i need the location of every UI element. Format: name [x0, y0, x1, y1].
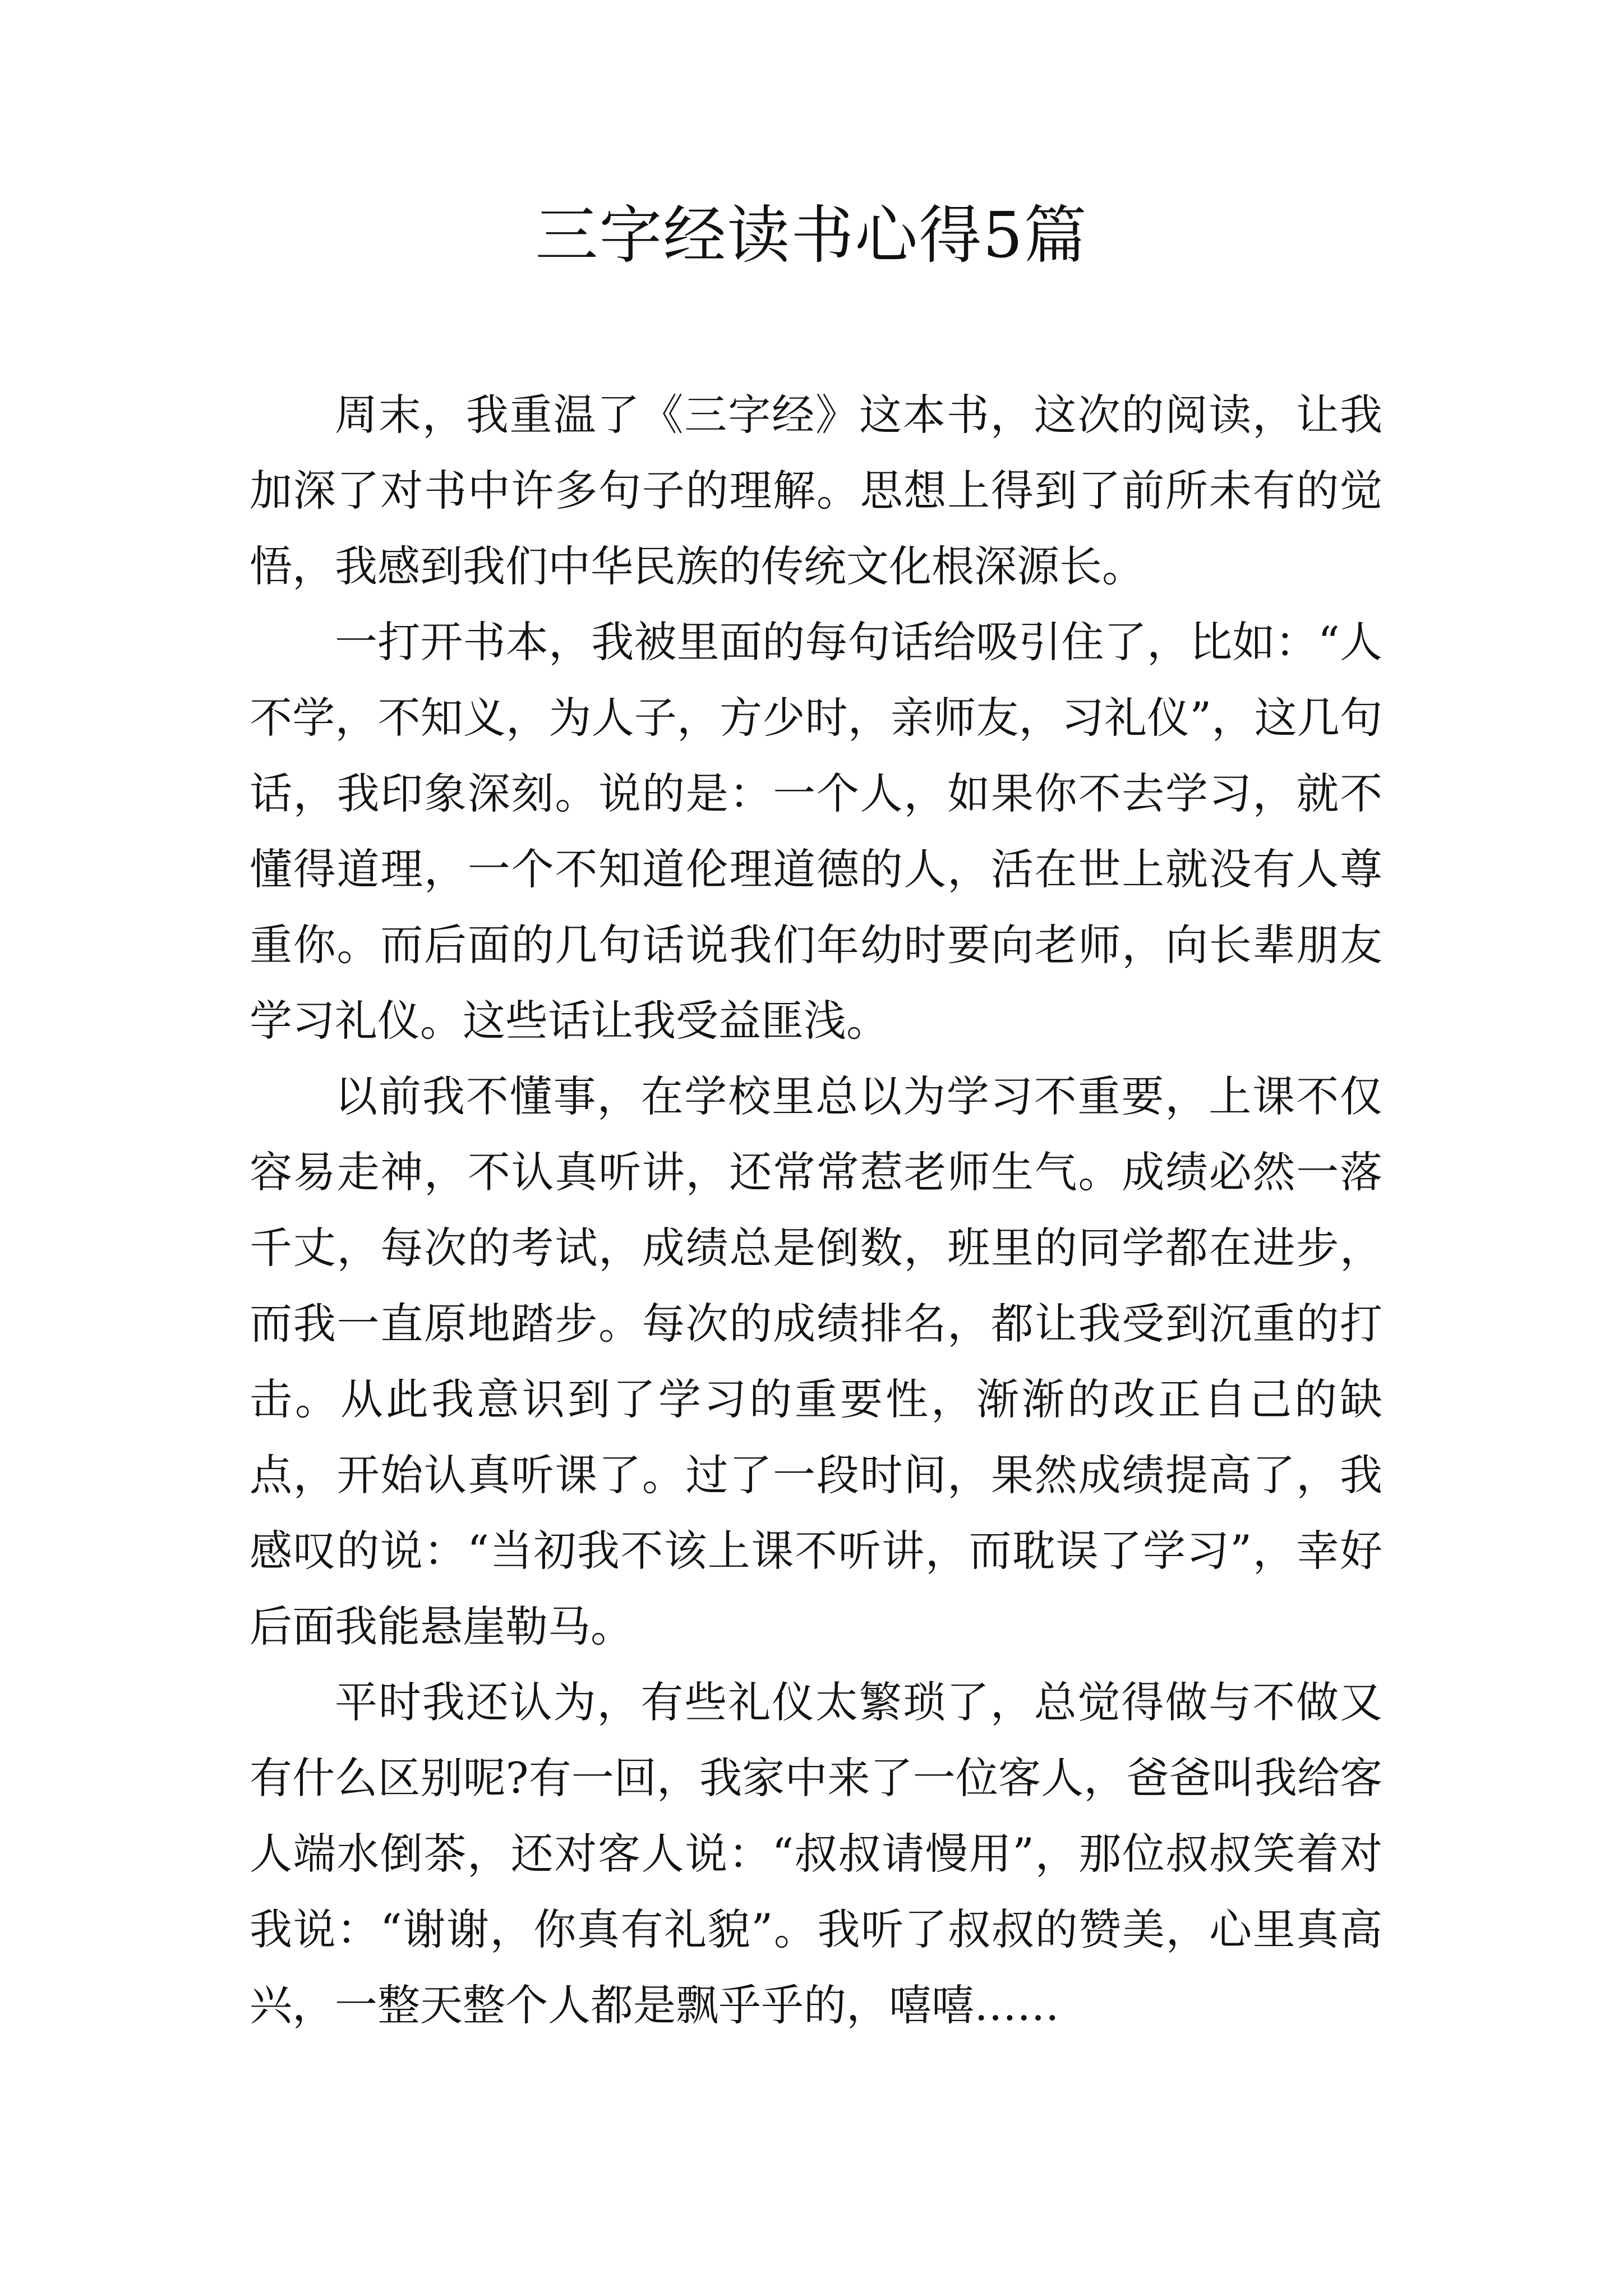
paragraph-2: 一打开书本，我被里面的每句话给吸引住了，比如：“人不学，不知义，为人子，方少时，亲师友，习礼仪”，这几句话，我印象深刻。说的是：一个人，如果你不去学习，就不懂得道理，一个不知道伦理道德的人，活在世上就没有人尊重你。而后面的几句话说我们年幼时要向老师，向长辈朋友学习礼仪。这些话让我受益匪浅。: [250, 617, 1382, 1046]
paragraph-4: 平时我还认为，有些礼仪太繁琐了，总觉得做与不做又有什么区别呢?有一回，我家中来了一位客人，爸爸叫我给客人端水倒茶，还对客人说：“叔叔请慢用”，那位叔叔笑着对我说：“谢谢，你真有礼貌”。我听了叔叔的赞美，心里真高兴，一整天整个人都是飘乎乎的，嘻嘻……: [250, 1677, 1382, 2030]
paragraph-3: 以前我不懂事，在学校里总以为学习不重要，上课不仅容易走神，不认真听讲，还常常惹老师生气。成绩必然一落千丈，每次的考试，成绩总是倒数，班里的同学都在进步，而我一直原地踏步。每次的成绩排名，都让我受到沉重的打击。从此我意识到了学习的重要性，渐渐的改正自己的缺点，开始认真听课了。过了一段时间，果然成绩提高了，我感叹的说：“当初我不该上课不听讲，而耽误了学习”，幸好后面我能悬崖勒马。: [250, 1071, 1382, 1651]
document-title: 三字经读书心得5篇: [535, 199, 1088, 272]
paragraph-1: 周末，我重温了《三字经》这本书，这次的阅读，让我加深了对书中许多句子的理解。思想上得到了前所未有的觉悟，我感到我们中华民族的传统文化根深源长。: [250, 390, 1382, 591]
document-body: [250, 377, 1382, 2043]
